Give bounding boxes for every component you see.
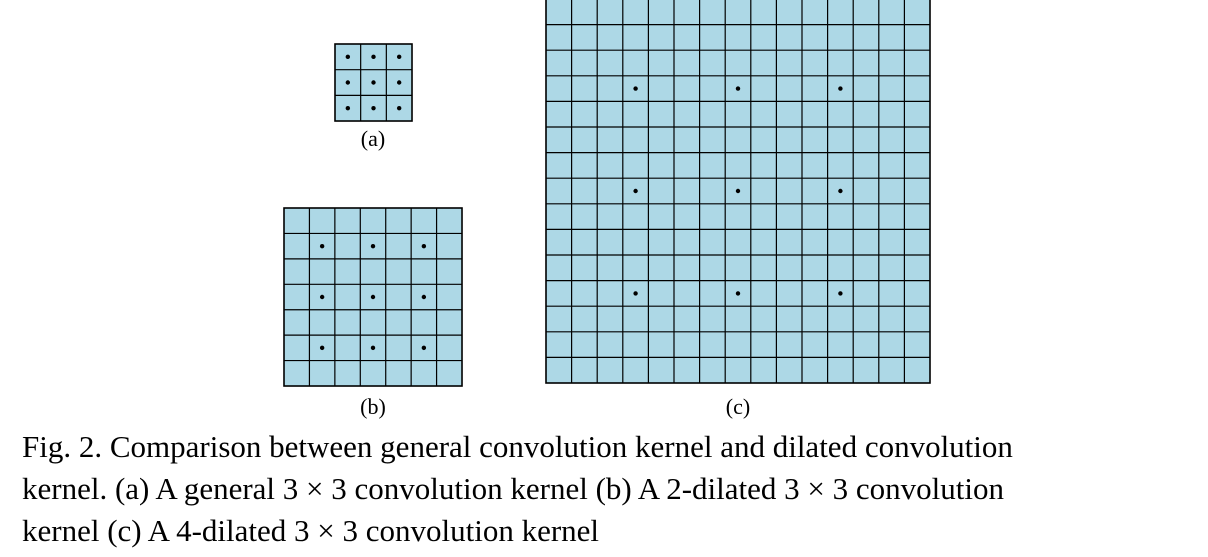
caption-line-3: kernel (c) A 4-dilated 3 × 3 convolution kernel — [22, 513, 600, 548]
kernel-sample-dot — [371, 244, 375, 248]
panel-c-label: (c) — [725, 394, 751, 419]
kernel-sample-dot — [422, 244, 426, 248]
kernel-sample-dot — [736, 189, 740, 193]
panel-b-label: (b) — [360, 394, 386, 419]
kernel-sample-dot — [371, 106, 375, 110]
kernel-sample-dot — [320, 295, 324, 299]
kernel-sample-dot — [397, 106, 401, 110]
kernel-sample-dot — [397, 55, 401, 59]
kernel-sample-dot — [371, 80, 375, 84]
kernel-sample-dot — [838, 86, 842, 90]
kernel-sample-dot — [371, 346, 375, 350]
kernel-sample-dot — [633, 291, 637, 295]
panel-a-general-kernel — [335, 44, 412, 121]
kernel-sample-dot — [736, 291, 740, 295]
kernel-sample-dot — [320, 244, 324, 248]
kernel-sample-dot — [633, 86, 637, 90]
kernel-sample-dot — [346, 55, 350, 59]
caption-line-1: Fig. 2. Comparison between general convolution kernel and dilated convolution — [22, 429, 1013, 464]
kernel-sample-dot — [320, 346, 324, 350]
kernel-sample-dot — [346, 80, 350, 84]
kernel-sample-dot — [422, 346, 426, 350]
kernel-sample-dot — [736, 86, 740, 90]
kernel-sample-dot — [397, 80, 401, 84]
panel-b-2-dilated-kernel — [284, 208, 462, 386]
figure-caption — [22, 426, 1197, 552]
kernel-sample-dot — [838, 291, 842, 295]
kernel-sample-dot — [422, 295, 426, 299]
panel-c-4-dilated-kernel — [546, 0, 930, 383]
kernel-sample-dot — [371, 295, 375, 299]
kernel-sample-dot — [633, 189, 637, 193]
kernel-sample-dot — [346, 106, 350, 110]
kernel-sample-dot — [371, 55, 375, 59]
panel-a-label: (a) — [360, 126, 386, 151]
kernel-sample-dot — [838, 189, 842, 193]
caption-line-2: kernel. (a) A general 3 × 3 convolution kernel (b) A 2-dilated 3 × 3 convolution — [22, 471, 1004, 506]
